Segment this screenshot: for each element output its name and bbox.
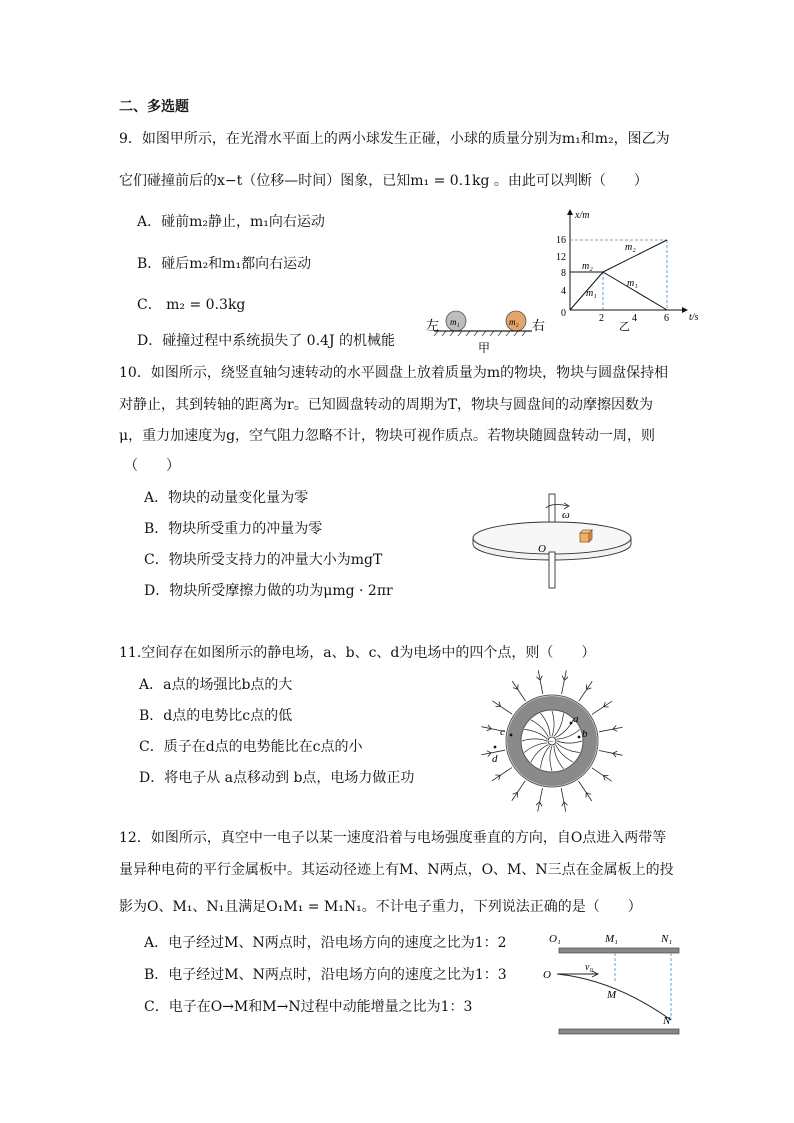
q9-stem-line2: 它们碰撞前后的x−t（位移—时间）图象，已知m₁ = 0.1kg 。由此可以判断（ ） [119, 173, 648, 189]
q10-option-a: A．物块的动量变化量为零 [144, 490, 309, 506]
ball-m2-label: m₂ [509, 317, 519, 327]
field-line [538, 670, 543, 694]
label-b: b [582, 728, 588, 740]
field-line [592, 768, 612, 781]
field-line [579, 781, 592, 801]
y-tick-16: 16 [556, 235, 566, 246]
q12-stem-line3: 影为O、M₁、N₁且满足O₁M₁ = M₁N₁。不计电子重力，下列说法正确的是（ ） [119, 899, 642, 915]
q12-stem-line1: 12．如图所示，真空中一电子以某一速度沿着与电场强度垂直的方向，自O点进入两带等 [119, 830, 667, 846]
q12-option-a: A．电子经过M、N两点时，沿电场方向的速度之比为1：2 [144, 935, 507, 951]
label-c: c [500, 726, 505, 738]
q12-figure-plates [535, 928, 693, 1040]
x-tick-4: 4 [632, 313, 637, 324]
q10-stem-line1: 10．如图所示，绕竖直轴匀速转动的水平圆盘上放着质量为m的物块，物块与圆盘保持相 [119, 365, 669, 381]
q12-option-c: C．电子在O→M和M→N过程中动能增量之比为1：3 [144, 999, 473, 1015]
origin-label: 0 [561, 308, 566, 319]
axle-bottom [549, 552, 555, 588]
disk-top [473, 522, 631, 554]
bottom-plate [559, 1029, 679, 1034]
block [580, 530, 592, 542]
label-m2-lower: m₂ [582, 261, 593, 272]
ball-m1-label: m₁ [450, 317, 460, 327]
field-line [492, 701, 512, 714]
label-O1: O₁ [549, 933, 561, 945]
label-M: M [607, 989, 617, 1001]
ground-hatch [434, 331, 526, 336]
point-d [494, 746, 497, 749]
label-left: 左 [426, 318, 440, 333]
q9-option-b: B．碰后m₂和m₁都向右运动 [137, 256, 312, 272]
q10-option-b: B．物块所受重力的冲量为零 [144, 521, 323, 537]
label-a: a [573, 713, 579, 725]
field-line [512, 681, 525, 701]
label-d: d [492, 753, 498, 765]
center-charge-sign: − [549, 737, 554, 746]
center-label: O [538, 543, 546, 555]
y-tick-8: 8 [561, 268, 566, 279]
q10-stem-line4: （ ） [124, 458, 180, 474]
caption-yi: 乙 [619, 321, 630, 333]
q11-option-b: B．d点的电势比c点的低 [139, 708, 293, 724]
top-plate [559, 948, 679, 953]
point-c [510, 734, 513, 737]
point-b [578, 736, 581, 739]
label-right: 右 [532, 318, 546, 333]
caption-jia: 甲 [478, 341, 491, 355]
field-line [599, 727, 623, 732]
q11-option-a: A．a点的场强比b点的大 [139, 677, 293, 693]
field-line [592, 701, 612, 714]
q10-figure-disk [468, 488, 638, 592]
label-v0: v₀ [585, 962, 593, 973]
field-line [599, 751, 623, 756]
field-line [538, 788, 543, 812]
label-O: O [543, 969, 551, 981]
field-line [562, 670, 567, 694]
q11-stem-line1: 11.空间存在如图所示的静电场，a、b、c、d为电场中的四个点，则（ ） [119, 645, 596, 661]
field-line [561, 788, 566, 812]
label-N1: N₁ [661, 933, 673, 945]
label-m1-upper: m₁ [627, 278, 638, 289]
q10-option-d: D．物块所受摩擦力做的功为μmg · 2πr [144, 583, 393, 599]
q9-option-c: C． m₂ = 0.3kg [137, 297, 246, 313]
x-tick-2: 2 [599, 313, 604, 324]
x-tick-6: 6 [664, 313, 669, 324]
q11-figure-field [478, 664, 628, 814]
omega-label: ω [562, 509, 570, 521]
label-M1: M₁ [605, 933, 618, 945]
q10-stem-line2: 对静止，其到转轴的距离为r。已知圆盘转动的周期为T，物块与圆盘间的动摩擦因数为 [119, 397, 654, 413]
q11-option-d: D．将电子从 a点移动到 b点，电场力做正功 [139, 770, 415, 786]
field-line [579, 681, 592, 701]
q9-option-d: D．碰撞过程中系统损失了 0.4J 的机械能 [137, 333, 396, 349]
q9-figure-yi [555, 204, 705, 334]
y-axis-label: x/m [575, 210, 590, 221]
q9-option-a: A．碰前m₂静止，m₁向右运动 [137, 214, 325, 230]
field-line [512, 781, 525, 801]
q11-option-c: C．质子在d点的电势能比在c点的小 [139, 739, 363, 755]
q9-stem-line1: 9．如图甲所示，在光滑水平面上的两小球发生正碰，小球的质量分别为m₁和m₂，图乙为 [119, 131, 670, 147]
section-title: 二、多选题 [119, 99, 189, 115]
label-m2-upper: m₂ [625, 242, 636, 253]
point-a [570, 722, 573, 725]
y-tick-4: 4 [561, 286, 566, 297]
field-line [492, 768, 512, 781]
q9-figure-jia [420, 300, 560, 360]
x-axis-label: t/s [689, 312, 699, 323]
label-m1-lower: m₁ [586, 288, 597, 299]
q10-stem-line3: μ，重力加速度为g，空气阻力忽略不计，物块可视作质点。若物块随圆盘转动一周，则 [119, 428, 656, 444]
q12-option-b: B．电子经过M、N两点时，沿电场方向的速度之比为1：3 [144, 967, 507, 983]
y-tick-12: 12 [556, 252, 566, 263]
label-N: N [663, 1015, 671, 1027]
q12-stem-line2: 量异种电荷的平行金属板中。其运动径迹上有M、N两点，O、M、N三点在金属板上的投 [119, 862, 674, 878]
q10-option-c: C．物块所受支持力的冲量大小为mgT [144, 552, 383, 568]
